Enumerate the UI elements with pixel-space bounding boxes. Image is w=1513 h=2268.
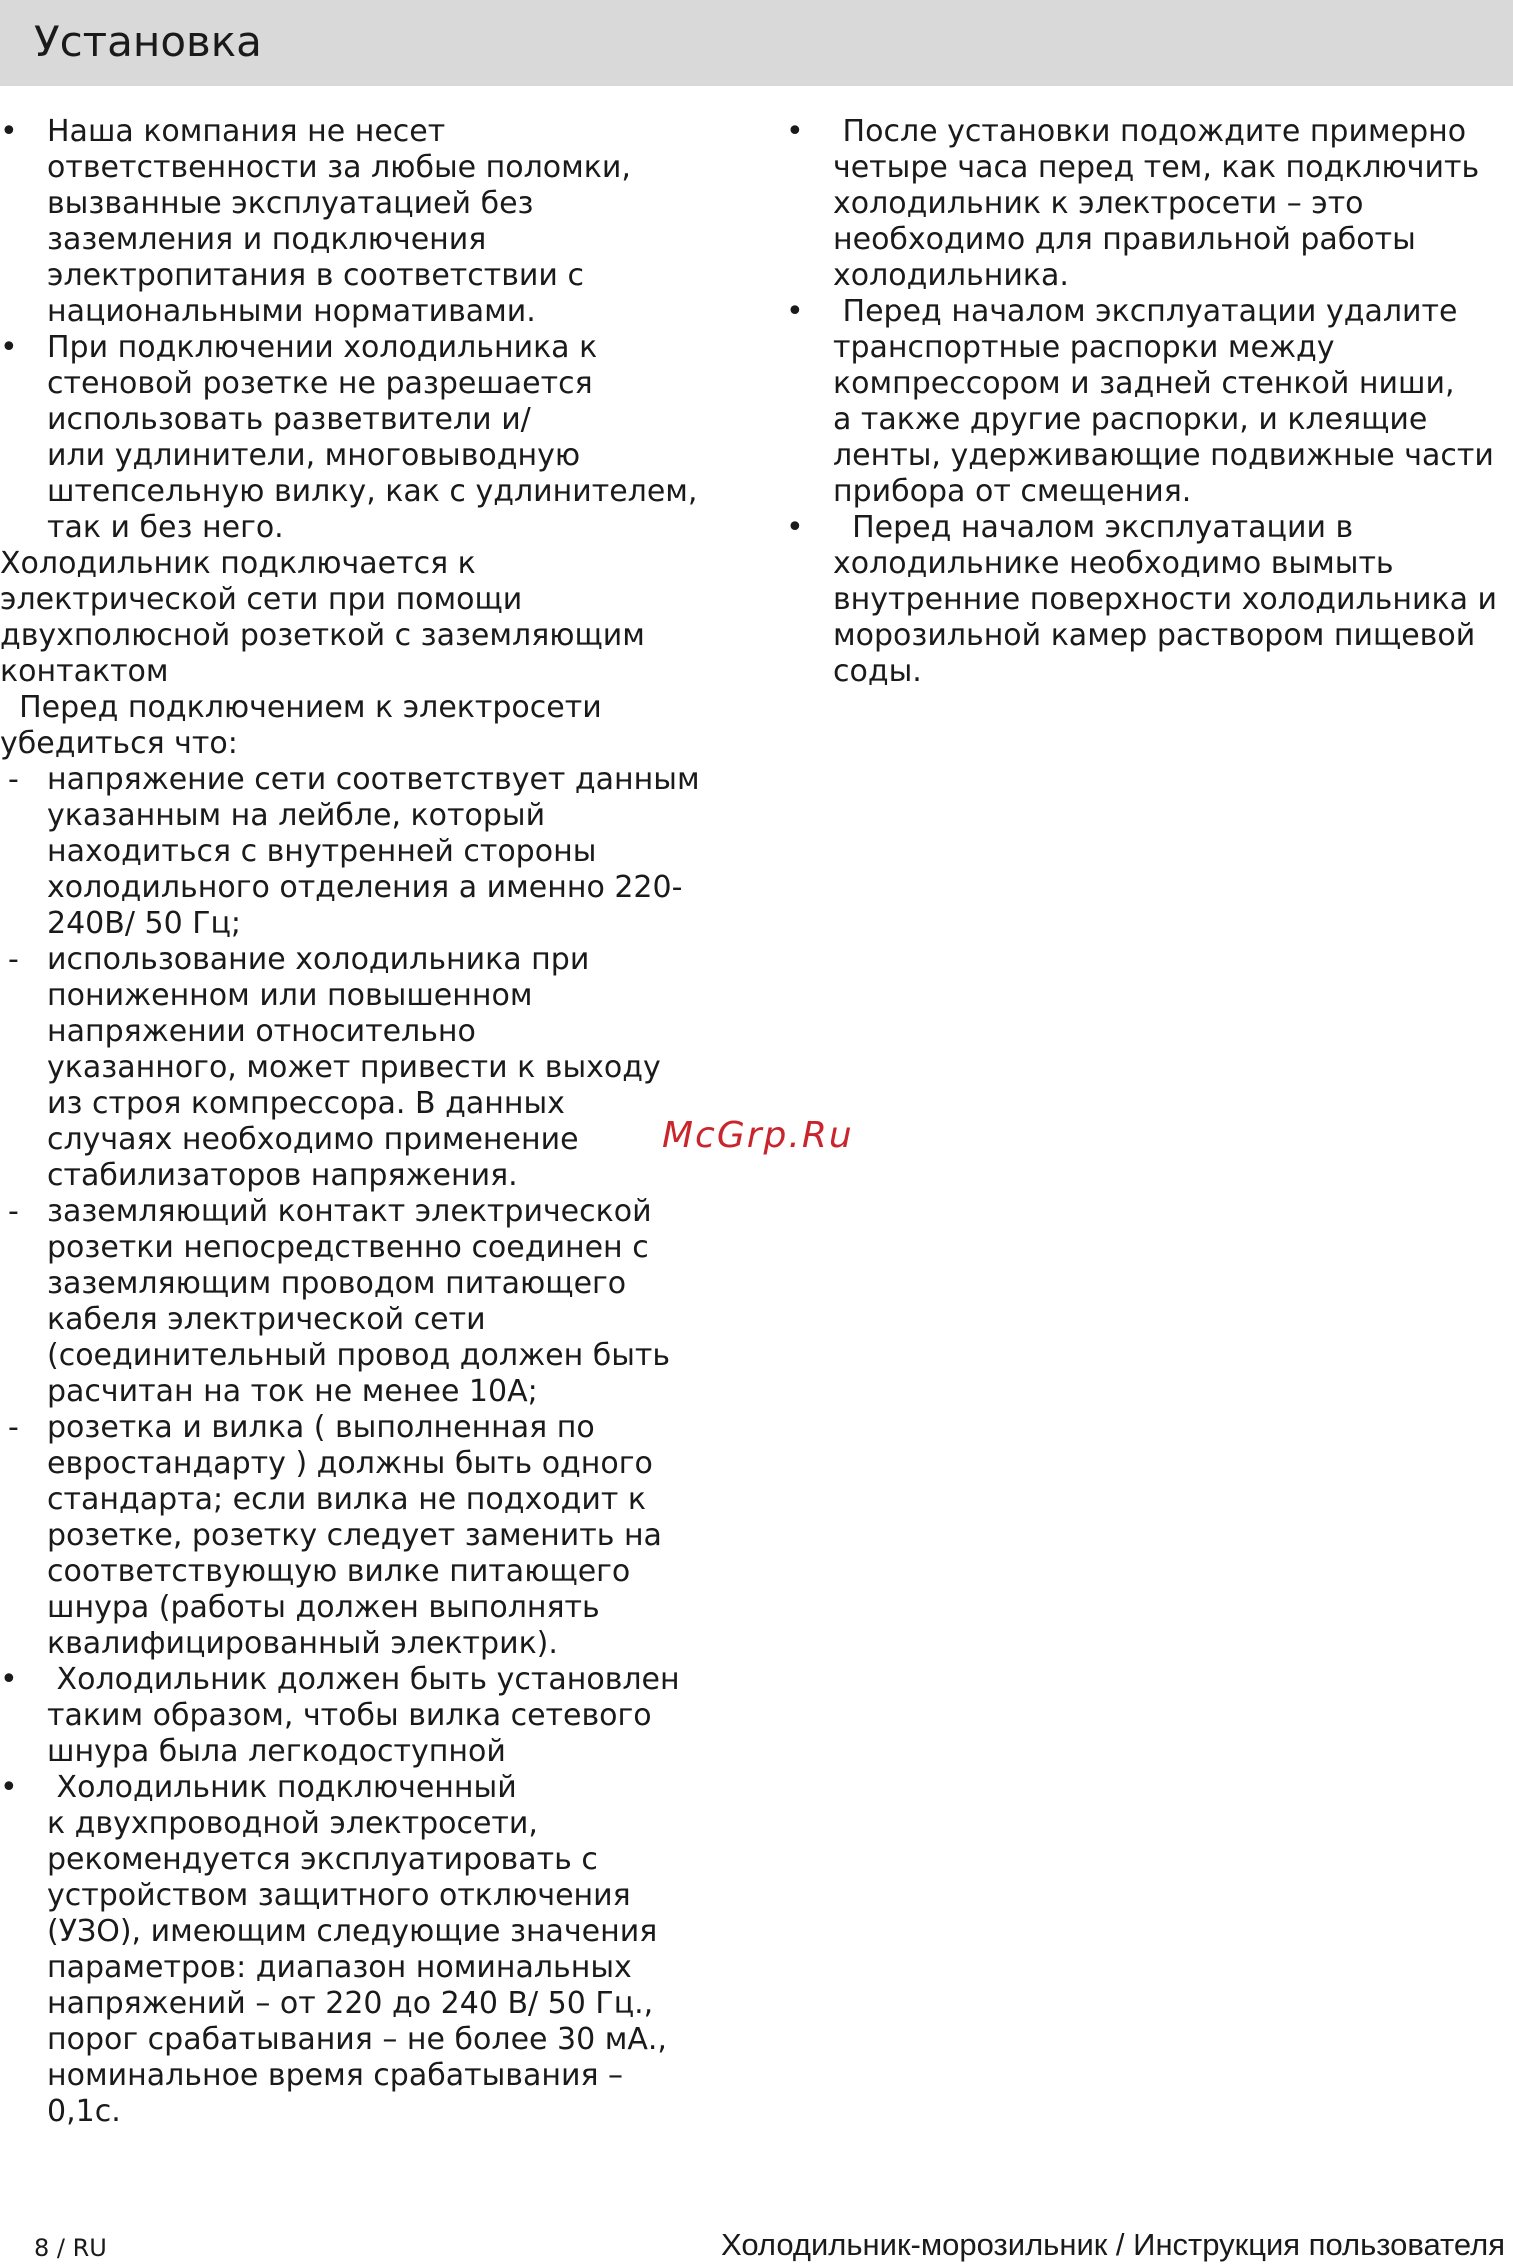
dash-item-text: использование холодильника при пониженном или повышенном напряжении относительно указанного, может привести к выходу из строя компрессора. В данных случаях необходимо применение стабилизаторов напряжения. xyxy=(47,942,661,1193)
list-item-text: При подключении холодильника к стеновой розетке не разрешается использовать разветвители и/ или удлинители, многовыводную штепсельную вилку, как с удлинителем, так и без него. xyxy=(47,330,698,545)
section-header-bar xyxy=(0,0,1513,86)
bullet-marker: • xyxy=(0,1770,18,1805)
paragraph: Холодильник подключается к электрической сети при помощи двухполюсной розеткой с заземляющим контактом xyxy=(0,546,645,689)
paragraph: Перед подключением к электросети убедиться что: xyxy=(0,690,602,761)
list-item xyxy=(0,1770,700,2130)
dash-marker: - xyxy=(8,762,19,797)
list-item-text: Холодильник должен быть установлен таким образом, чтобы вилка сетевого шнура была легкодоступной xyxy=(47,1662,680,1769)
list-item-text: Холодильник подключенный к двухпроводной электросети, рекомендуется эксплуатировать с устройством защитного отключения (УЗО), имеющим следующие значения параметров: диапазон номинальных напряжений – от 220 до 240 В/ 50 Гц., порог срабатывания – не более 30 мА., номинальное время срабатывания – 0,1с. xyxy=(47,1770,667,2129)
list-item xyxy=(0,1662,700,1770)
list-item xyxy=(786,114,1513,294)
bullet-marker: • xyxy=(786,510,804,545)
watermark: McGrp.Ru xyxy=(662,1115,854,1156)
dash-marker: - xyxy=(8,1194,19,1229)
document-title: Холодильник-морозильник / Инструкция пользователя xyxy=(721,2227,1505,2262)
page-number: 8 / RU xyxy=(34,2234,107,2262)
dash-marker: - xyxy=(8,1410,19,1445)
dash-item xyxy=(0,762,700,942)
bullet-marker: • xyxy=(786,294,804,329)
left-column xyxy=(0,114,700,2130)
dash-item xyxy=(0,1410,700,1662)
bullet-marker: • xyxy=(0,1662,18,1697)
list-item-text: Перед началом эксплуатации в холодильнике необходимо вымыть внутренние поверхности холодильника и морозильной камер раствором пищевой соды. xyxy=(833,510,1497,689)
section-title: Установка xyxy=(34,17,262,66)
list-item xyxy=(786,510,1513,690)
list-item-text: Наша компания не несет ответственности за любые поломки, вызванные эксплуатацией без заземления и подключения электропитания в соответствии с национальными нормативами. xyxy=(47,114,631,329)
dash-item xyxy=(0,942,700,1194)
dash-item xyxy=(0,1194,700,1410)
dash-item-text: заземляющий контакт электрической розетки непосредственно соединен с заземляющим проводом питающего кабеля электрической сети (соединительный провод должен быть расчитан на ток не менее 10А; xyxy=(47,1194,671,1409)
list-item xyxy=(0,330,700,546)
dash-marker: - xyxy=(8,942,19,977)
dash-item-text: розетка и вилка ( выполненная по евростандарту ) должны быть одного стандарта; если вилка не подходит к розетке, розетку следует заменить на соответствующую вилке питающего шнура (работы должен выполнять квалифицированный электрик). xyxy=(47,1410,662,1661)
list-item-text: После установки подождите примерно четыре часа перед тем, как подключить холодильник к электросети – это необходимо для правильной работы холодильника. xyxy=(833,114,1480,293)
bullet-marker: • xyxy=(786,114,804,149)
bullet-marker: • xyxy=(0,330,18,365)
bullet-marker: • xyxy=(0,114,18,149)
right-column xyxy=(786,114,1513,690)
list-item xyxy=(0,114,700,330)
list-item-text: Перед началом эксплуатации удалите транспортные распорки между компрессором и задней стенкой ниши, а также другие распорки, и клеящие ленты, удерживающие подвижные части прибора от смещения. xyxy=(833,294,1494,509)
dash-item-text: напряжение сети соответствует данным указанным на лейбле, который находиться с внутренней стороны холодильного отделения а именно 220- 240В/ 50 Гц; xyxy=(47,762,700,941)
list-item xyxy=(786,294,1513,510)
